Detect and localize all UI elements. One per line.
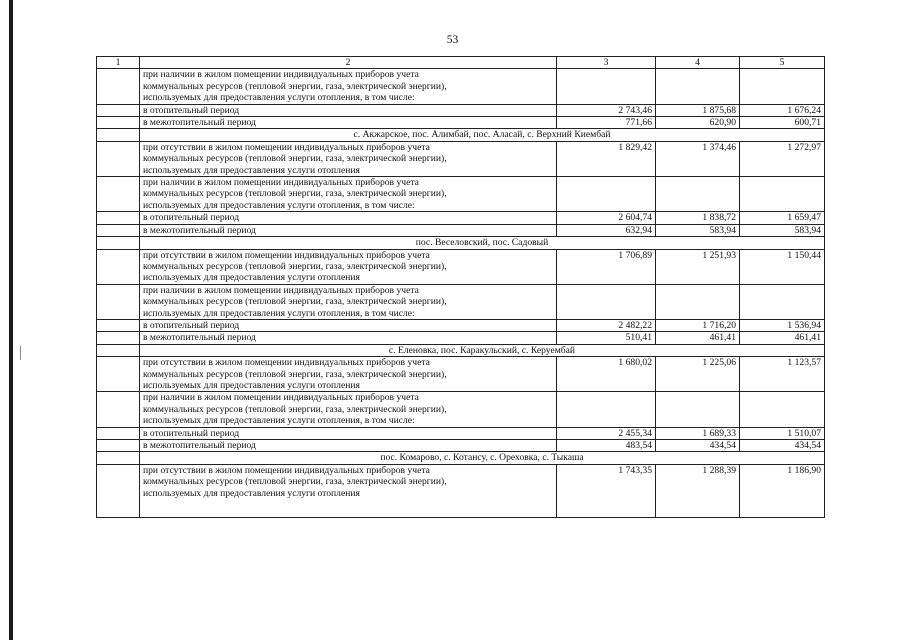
row-number-cell: [97, 319, 140, 331]
value-cell-col-5: [740, 284, 825, 319]
value-cell-col-3: 1 680,02: [557, 357, 656, 392]
value-cell-col-4: 461,41: [656, 332, 740, 344]
row-number-cell: [97, 332, 140, 344]
row-number-cell: [97, 141, 140, 176]
value-cell-col-5: [740, 392, 825, 427]
value-cell-col-3: 2 482,22: [557, 319, 656, 331]
page-number: 53: [446, 34, 459, 46]
value-cell-col-4: [656, 284, 740, 319]
table-row: [97, 212, 825, 224]
header-col-1: 1: [97, 57, 140, 69]
value-cell-col-3: 1 706,89: [557, 249, 656, 284]
header-col-3: 3: [557, 57, 656, 69]
row-number-cell: [97, 452, 140, 464]
description-cell: при наличии в жилом помещении индивидуальных приборов учета коммунальных ресурсов (тепловой энергии, газа, электрической энергии), используемых для предоставления услуги отопления, в том числе:: [140, 69, 557, 104]
table-row: [97, 224, 825, 236]
row-number-cell: [97, 104, 140, 116]
value-cell-col-5: 461,41: [740, 332, 825, 344]
scan-edge-bar: [9, 0, 13, 640]
value-cell-col-3: 1 829,42: [557, 141, 656, 176]
table-row: [97, 332, 825, 344]
description-cell: при наличии в жилом помещении индивидуальных приборов учета коммунальных ресурсов (тепловой энергии, газа, электрической энергии), используемых для предоставления услуги отопления, в том числе:: [140, 177, 557, 212]
header-col-2: 2: [140, 57, 557, 69]
row-number-cell: [97, 212, 140, 224]
tariff-table-body: [97, 57, 825, 518]
value-cell-col-5: 434,54: [740, 440, 825, 452]
table-row: [97, 104, 825, 116]
value-cell-col-3: [557, 69, 656, 104]
description-cell: при отсутствии в жилом помещении индивидуальных приборов учета коммунальных ресурсов (тепловой энергии, газа, электрической энергии), используемых для предоставления услуги отопления: [140, 357, 557, 392]
row-number-cell: [97, 129, 140, 141]
value-cell-col-3: [557, 284, 656, 319]
row-number-cell: [97, 249, 140, 284]
value-cell-col-5: 1 123,57: [740, 357, 825, 392]
table-row: [97, 440, 825, 452]
row-number-cell: [97, 237, 140, 249]
row-number-cell: [97, 284, 140, 319]
value-cell-col-3: 2 455,34: [557, 427, 656, 439]
row-number-cell: [97, 357, 140, 392]
header-col-4: 4: [656, 57, 740, 69]
column-number-header: [97, 57, 825, 69]
table-row: [97, 464, 825, 517]
table-row: [97, 427, 825, 439]
value-cell-col-5: [740, 69, 825, 104]
value-cell-col-4: 434,54: [656, 440, 740, 452]
description-cell: в отопительный период: [140, 427, 557, 439]
value-cell-col-5: 1 659,47: [740, 212, 825, 224]
value-cell-col-5: 1 186,90: [740, 464, 825, 517]
value-cell-col-3: 1 743,35: [557, 464, 656, 517]
value-cell-col-4: 1 288,39: [656, 464, 740, 517]
value-cell-col-5: 1 150,44: [740, 249, 825, 284]
table-row: [97, 69, 825, 104]
table-row: [97, 357, 825, 392]
value-cell-col-5: 583,94: [740, 224, 825, 236]
description-cell: в межотопительный период: [140, 224, 557, 236]
row-number-cell: [97, 224, 140, 236]
value-cell-col-3: [557, 177, 656, 212]
row-number-cell: [97, 344, 140, 356]
description-cell: в межотопительный период: [140, 332, 557, 344]
value-cell-col-3: 771,66: [557, 117, 656, 129]
value-cell-col-4: 1 716,20: [656, 319, 740, 331]
description-cell: в межотопительный период: [140, 440, 557, 452]
value-cell-col-4: 1 838,72: [656, 212, 740, 224]
value-cell-col-3: 2 604,74: [557, 212, 656, 224]
description-cell: в отопительный период: [140, 319, 557, 331]
row-number-cell: [97, 464, 140, 517]
value-cell-col-4: 583,94: [656, 224, 740, 236]
row-number-cell: [97, 440, 140, 452]
value-cell-col-4: [656, 177, 740, 212]
location-row: [97, 237, 825, 249]
value-cell-col-3: 483,54: [557, 440, 656, 452]
tariff-table: [96, 56, 825, 518]
value-cell-col-5: 1 676,24: [740, 104, 825, 116]
location-heading: пос. Комарово, с. Котансу, с. Ореховка, с. Тыкаша: [140, 452, 825, 464]
value-cell-col-5: 600,71: [740, 117, 825, 129]
value-cell-col-4: 1 374,46: [656, 141, 740, 176]
table-row: [97, 117, 825, 129]
value-cell-col-3: 510,41: [557, 332, 656, 344]
value-cell-col-3: 632,94: [557, 224, 656, 236]
table-row: [97, 141, 825, 176]
value-cell-col-5: [740, 177, 825, 212]
description-cell: в отопительный период: [140, 212, 557, 224]
location-row: [97, 452, 825, 464]
value-cell-col-4: [656, 392, 740, 427]
value-cell-col-4: [656, 69, 740, 104]
location-heading: пос. Веселовский, пос. Садовый: [140, 237, 825, 249]
description-cell: в отопительный период: [140, 104, 557, 116]
row-number-cell: [97, 427, 140, 439]
table-row: [97, 284, 825, 319]
value-cell-col-4: 1 251,93: [656, 249, 740, 284]
value-cell-col-5: 1 272,97: [740, 141, 825, 176]
value-cell-col-5: 1 536,94: [740, 319, 825, 331]
table-row: [97, 177, 825, 212]
scan-edge-mark: [20, 346, 21, 360]
row-number-cell: [97, 69, 140, 104]
value-cell-col-3: [557, 392, 656, 427]
row-number-cell: [97, 117, 140, 129]
location-heading: с. Еленовка, пос. Каракульский, с. Керуембай: [140, 344, 825, 356]
location-row: [97, 129, 825, 141]
description-cell: при отсутствии в жилом помещении индивидуальных приборов учета коммунальных ресурсов (тепловой энергии, газа, электрической энергии), используемых для предоставления услуги отопления: [140, 141, 557, 176]
location-row: [97, 344, 825, 356]
value-cell-col-3: 2 743,46: [557, 104, 656, 116]
table-row: [97, 392, 825, 427]
description-cell: в межотопительный период: [140, 117, 557, 129]
description-cell: при наличии в жилом помещении индивидуальных приборов учета коммунальных ресурсов (тепловой энергии, газа, электрической энергии), используемых для предоставления услуги отопления, в том числе:: [140, 392, 557, 427]
header-col-5: 5: [740, 57, 825, 69]
value-cell-col-4: 1 225,06: [656, 357, 740, 392]
row-number-cell: [97, 177, 140, 212]
value-cell-col-4: 1 689,33: [656, 427, 740, 439]
description-cell: при наличии в жилом помещении индивидуальных приборов учета коммунальных ресурсов (тепловой энергии, газа, электрической энергии), используемых для предоставления услуги отопления, в том числе:: [140, 284, 557, 319]
row-number-cell: [97, 392, 140, 427]
table-row: [97, 249, 825, 284]
table-row: [97, 319, 825, 331]
description-cell: при отсутствии в жилом помещении индивидуальных приборов учета коммунальных ресурсов (тепловой энергии, газа, электрической энергии), используемых для предоставления услуги отопления: [140, 249, 557, 284]
value-cell-col-4: 620,90: [656, 117, 740, 129]
value-cell-col-4: 1 875,68: [656, 104, 740, 116]
description-cell: при отсутствии в жилом помещении индивидуальных приборов учета коммунальных ресурсов (тепловой энергии, газа, электрической энергии), используемых для предоставления услуги отопления: [140, 464, 557, 517]
location-heading: с. Акжарское, пос. Алимбай, пос. Аласай, с. Верхний Киембай: [140, 129, 825, 141]
value-cell-col-5: 1 510,07: [740, 427, 825, 439]
